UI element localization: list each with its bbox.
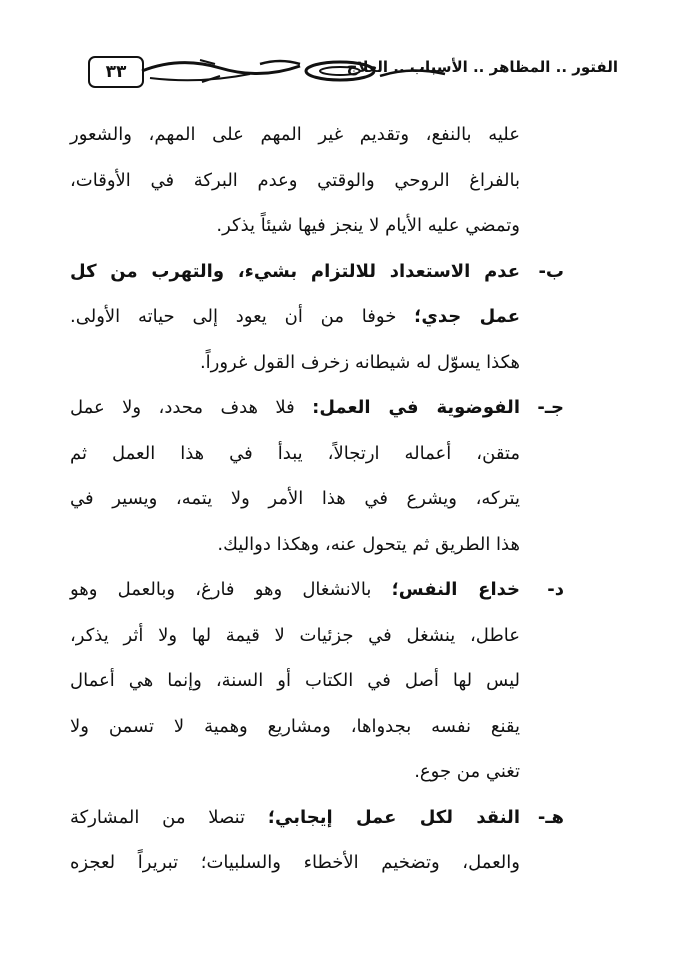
item-text: خوفا من أن يعود إلى حياته الأولى. (70, 306, 415, 327)
item-text: فلا هدف محدد، ولا عمل (70, 397, 313, 418)
list-item-b (70, 249, 564, 386)
page-number-box (88, 56, 144, 88)
item-line: يقنع نفسه بجدواها، ومشاريع وهمية لا تسمن ولا (70, 715, 520, 737)
item-heading: عدم الاستعداد للالتزام بشيء، والتهرب من كل (70, 260, 520, 282)
page-body (70, 112, 564, 886)
item-text: بالانشغال وهو فارغ، وبالعمل وهو (70, 579, 392, 600)
item-marker: جـ- (537, 397, 564, 418)
item-line: ليس لها أصل في الكتاب أو السنة، وإنما هي أعمال (70, 670, 520, 691)
intro-line: بالفراغ الروحي والوقتي وعدم البركة في الأوقات، (70, 169, 520, 191)
item-line: عاطل، ينشغل في جزئيات لا قيمة لها ولا أثر يذكر، (70, 624, 520, 646)
item-line: يتركه، ويشرع في هذا الأمر ولا يتمه، ويسير في (70, 488, 520, 509)
item-marker: هـ- (537, 806, 564, 828)
page-header (78, 50, 618, 100)
intro-line: عليه بالنفع، وتقديم غير المهم على المهم، والشعور (70, 124, 520, 145)
running-title: الفتور .. المظاهر .. الأسباب .. العلاج (346, 58, 618, 76)
item-line: والعمل، وتضخيم الأخطاء والسلبيات؛ تبريراً لعجزه (70, 852, 520, 873)
item-text: تنصلا من المشاركة (70, 806, 268, 828)
list-item-j (70, 385, 564, 567)
item-line: متقن، أعماله ارتجالاً، يبدأ في هذا العمل ثم (70, 442, 520, 464)
item-heading: النقد لكل عمل إيجابي؛ (267, 806, 520, 828)
item-line: هكذا يسوّل له شيطانه زخرف القول غروراً. (199, 351, 520, 373)
item-marker: د- (547, 579, 564, 600)
list-item-h (70, 795, 564, 886)
item-marker: ب- (538, 260, 564, 282)
page-number: ٣٣ (105, 62, 127, 82)
intro-line: وتمضي عليه الأيام لا ينجز فيها شيئاً يذكر. (216, 215, 520, 236)
item-heading: الفوضوية في العمل: (312, 397, 520, 418)
list-item-d (70, 567, 564, 795)
item-heading: خداع النفس؛ (391, 579, 520, 600)
item-heading-cont: عمل جدي؛ (414, 306, 520, 327)
item-line: تغني من جوع. (414, 761, 520, 782)
item-line: هذا الطريق ثم يتحول عنه، وهكذا دواليك. (217, 533, 520, 555)
